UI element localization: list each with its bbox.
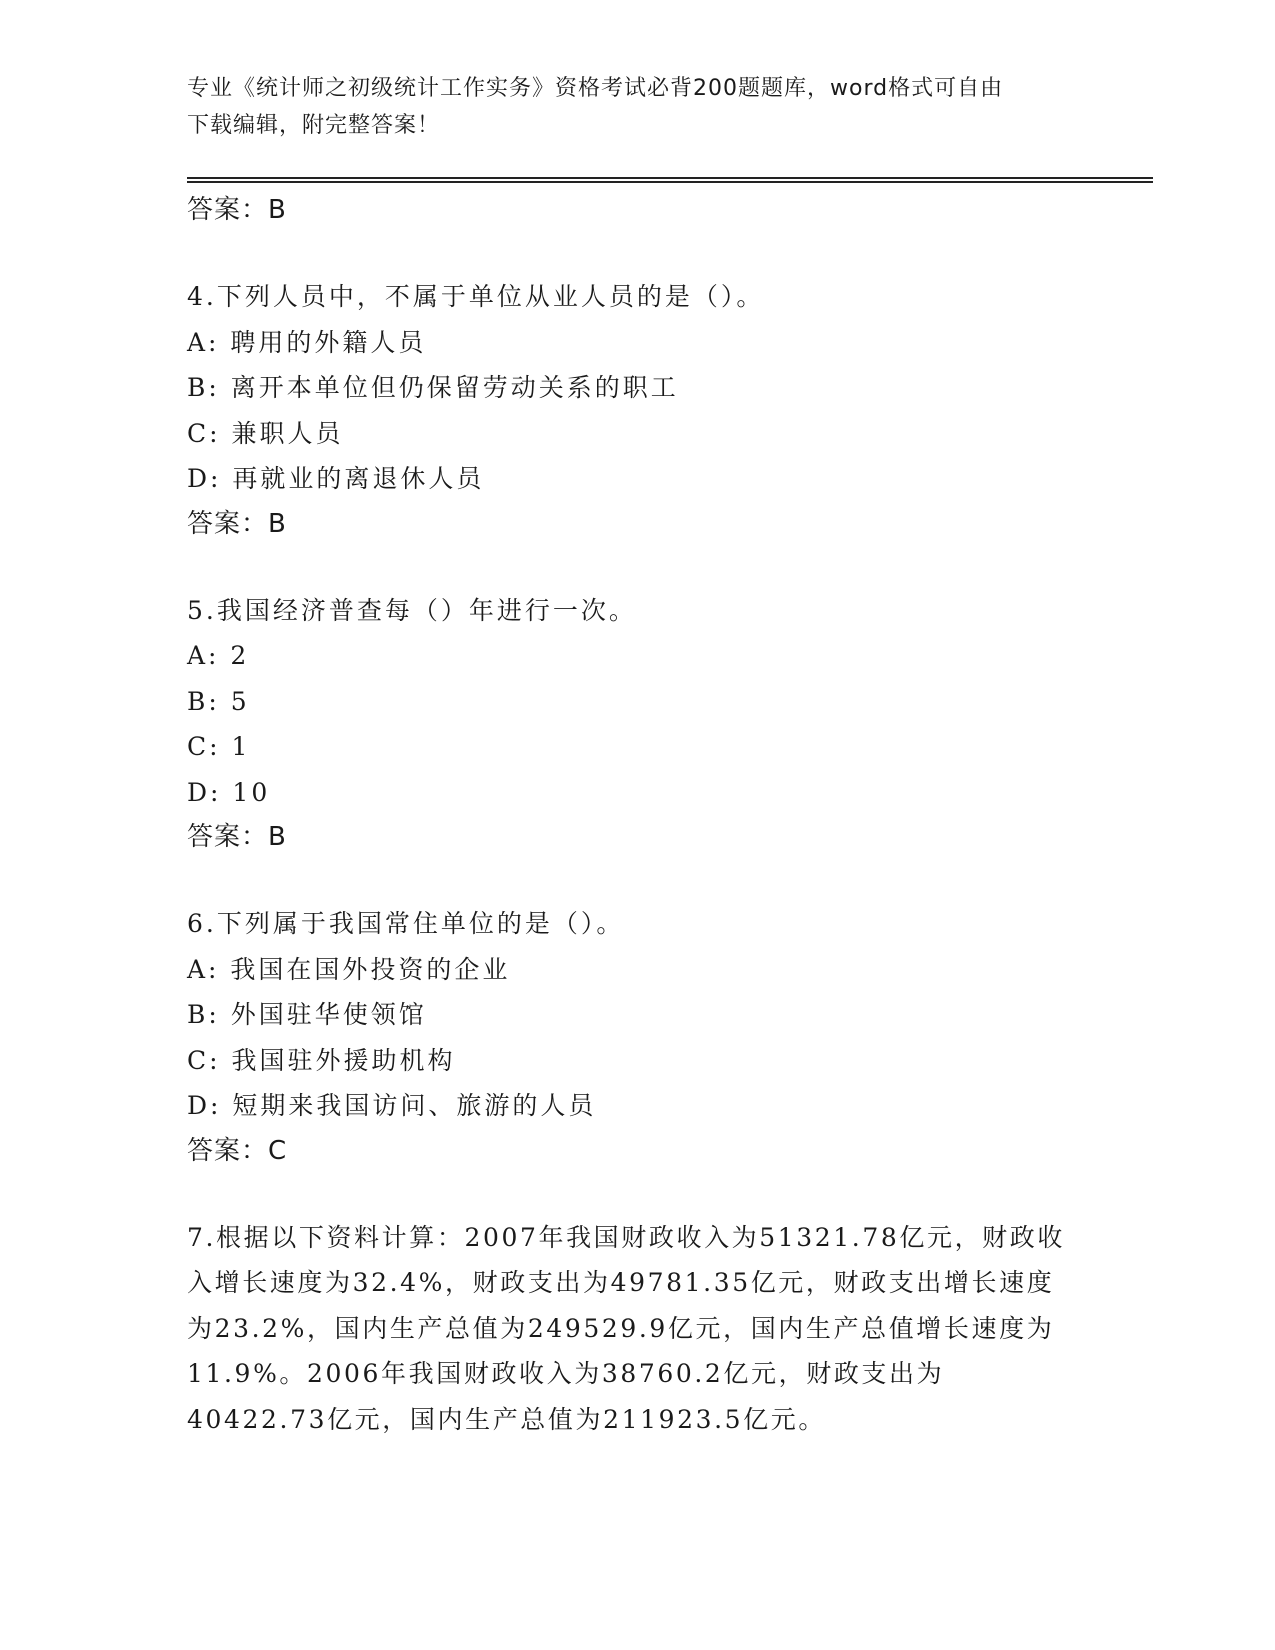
answer-line: 答案：B bbox=[187, 822, 287, 852]
option-a: A: 2 bbox=[187, 641, 250, 670]
option-b: B: 离开本单位但仍保留劳动关系的职工 bbox=[187, 373, 679, 402]
question-text: 4.下列人员中，不属于单位从业人员的是（）。 bbox=[187, 282, 765, 311]
header-divider-top bbox=[187, 177, 1153, 179]
option-b: B: 外国驻华使领馆 bbox=[187, 1000, 427, 1029]
question-block-5 bbox=[187, 588, 1087, 861]
question-block-4 bbox=[187, 274, 1087, 547]
question-text: 6.下列属于我国常住单位的是（）。 bbox=[187, 909, 625, 938]
header-line-2: 下载编辑，附完整答案！ bbox=[187, 113, 441, 138]
option-d: D: 短期来我国访问、旅游的人员 bbox=[187, 1091, 597, 1120]
answer-line: 答案：B bbox=[187, 508, 287, 539]
option-d: D: 10 bbox=[187, 777, 271, 807]
option-a: A: 聘用的外籍人员 bbox=[187, 327, 427, 357]
question-list bbox=[187, 188, 1087, 1442]
header-divider-bottom bbox=[187, 181, 1153, 183]
document-header bbox=[187, 70, 1067, 144]
option-b: B: 5 bbox=[187, 686, 250, 716]
option-a: A: 我国在国外投资的企业 bbox=[187, 954, 511, 984]
question-text: 5.我国经济普查每（）年进行一次。 bbox=[187, 595, 637, 625]
answer-line: 答案：B bbox=[187, 195, 287, 225]
question-text: 7.根据以下资料计算：2007年我国财政收入为51321.78亿元，财政收入增长速度为32.4%，财政支出为49781.35亿元，财政支出增长速度为23.2%，国内生产总值为249529.9亿元，国内生产总值增长速度为11.9%。2006年我国财政收入为38760.2亿元，财政支出为40422.73亿元，国内生产总值为211923.5亿元。 bbox=[187, 1222, 1065, 1434]
question-block-7 bbox=[187, 1215, 1087, 1443]
option-c: C: 1 bbox=[187, 732, 251, 761]
option-c: C: 我国驻外援助机构 bbox=[187, 1045, 456, 1075]
answer-line: 答案：C bbox=[187, 1135, 288, 1166]
question-block-6 bbox=[187, 901, 1087, 1174]
option-c: C: 兼职人员 bbox=[187, 418, 344, 448]
option-d: D: 再就业的离退休人员 bbox=[187, 464, 485, 493]
header-line-1: 专业《统计师之初级统计工作实务》资格考试必背200题题库，word格式可自由 bbox=[187, 76, 1004, 101]
